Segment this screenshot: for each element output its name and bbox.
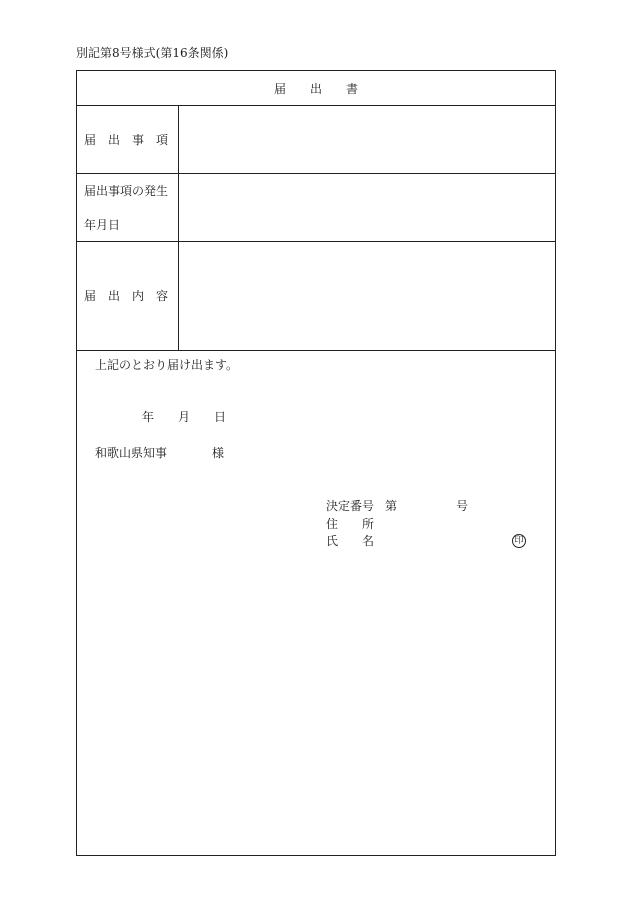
name-label: 氏 名 xyxy=(326,534,375,548)
row-label-occurrence-date-2: 年月日 xyxy=(84,218,121,232)
row-label-notification-content: 届 出 内 容 xyxy=(84,289,169,303)
honorific: 様 xyxy=(212,446,225,460)
form-reference: 別記第8号様式(第16条関係) xyxy=(76,46,229,60)
date-line: 年 月 日 xyxy=(142,410,227,424)
row-value-notification-item[interactable] xyxy=(179,106,557,173)
decision-number-label: 決定番号 xyxy=(326,499,375,513)
decision-number-prefix: 第 xyxy=(385,499,398,513)
decision-number-suffix: 号 xyxy=(456,499,469,513)
row-label-occurrence-date-1: 届出事項の発生 xyxy=(84,184,169,198)
address-label: 住 所 xyxy=(326,517,375,531)
notification-form xyxy=(76,70,556,856)
addressee: 和歌山県知事 xyxy=(95,446,168,460)
form-title: 届 出 書 xyxy=(273,82,358,96)
row-label-notification-item: 届 出 事 項 xyxy=(84,133,169,147)
divider-row-3 xyxy=(77,350,555,351)
seal-mark: 印 xyxy=(512,534,526,548)
row-value-notification-content[interactable] xyxy=(179,242,557,350)
row-value-occurrence-date[interactable] xyxy=(179,174,557,241)
statement-text: 上記のとおり届け出ます。 xyxy=(95,358,239,372)
